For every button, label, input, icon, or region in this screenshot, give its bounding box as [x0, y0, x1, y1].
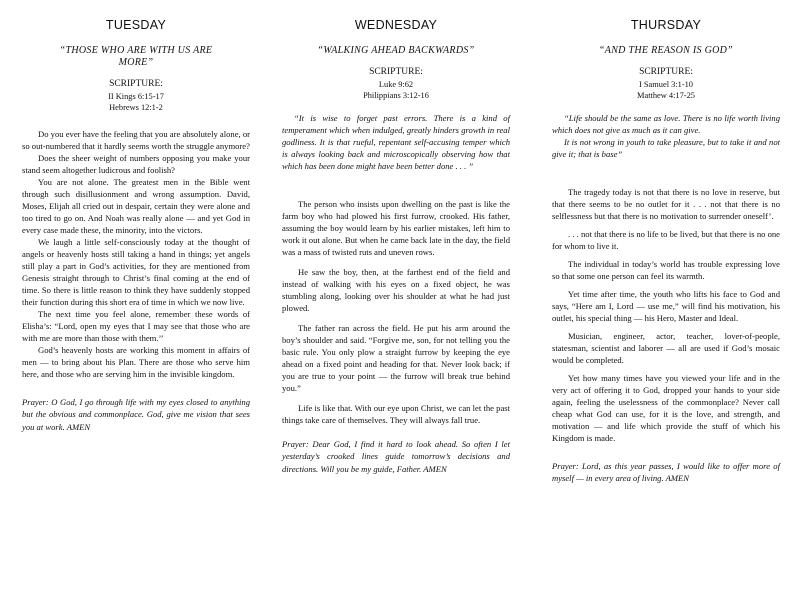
devotion-body: [22, 128, 250, 380]
scripture-ref: Luke 9:62: [378, 79, 414, 89]
body-paragraph: The tragedy today is not that there is no love in reserve, but that there seems to be no outlet for it . . . not that there is no selflessness but that there is no motivation to surrender oneself’.: [552, 186, 780, 221]
scripture-ref: Matthew 4:17-25: [637, 91, 695, 100]
prayer: Prayer: Lord, as this year passes, I would like to offer more of myself — in every area of living. AMEN: [552, 460, 780, 483]
devotion-body: [552, 186, 780, 444]
tuesday-column: [22, 18, 250, 433]
thursday-column: [552, 18, 780, 485]
body-paragraph: Do you ever have the feeling that you are absolutely alone, or so out-numbered that it hardly seems worth the struggle anymore?: [22, 128, 250, 151]
scripture-ref: Hebrews 12:1-2: [109, 103, 163, 112]
scripture-refs: [552, 79, 780, 102]
body-paragraph: We laugh a little self-consciously today at the thought of angels or heavenly hosts still taking a hand in things; yet angels still play a part in God’s activities, for they are mentioned from Genesis straight through to Christ’s final coming at the end of time. So there is little reason to think they have suddenly stopped their function during this short era of time in which we now live.: [22, 236, 250, 307]
wednesday-column: [282, 18, 510, 475]
quote-line: It is not wrong in youth to take pleasure, but to take it and not give it; that is base”: [552, 136, 780, 159]
body-paragraph: The next time you feel alone, remember these words of Elisha’s: “Lord, open my eyes that I may see that those who are with me are more than those with them.’’: [22, 308, 250, 343]
opening-quote: [552, 112, 780, 160]
scripture-ref: Philippians 3:12-16: [363, 91, 429, 100]
body-paragraph: The father ran across the field. He put his arm around the boy’s shoulder and said. “Forgive me, son, for not telling you the basic rule. You only plow a straight furrow by keeping the eye ahead on a fixed point and heading for that. Never look back; if you are true to your point — the furrow will break true behind you.”: [282, 322, 510, 393]
scripture-label: SCRIPTURE:: [639, 67, 693, 77]
prayer: Prayer: O God, I go through life with my eyes closed to anything but the obvious and commonplace. God, give me vision that sees you at work. AMEN: [22, 396, 250, 432]
scripture-refs: [22, 91, 250, 114]
body-paragraph: Yet time after time, the youth who lifts his face to God and says, “Here am I, Lord — use me,” will find his motivation, his outlet, his special thing — his Hero, Master and Ideal.: [552, 288, 780, 323]
scripture-refs: [282, 79, 510, 102]
body-paragraph: Musician, engineer, actor, teacher, lover-of-people, statesman, scientist and laborer — all are used if God’s mosaic would be completed.: [552, 330, 780, 365]
body-paragraph: He saw the boy, then, at the farthest end of the field and instead of walking with his eyes on a fixed object, he was stumbling along, looking over his shoulder at what he had just plowed.: [282, 266, 510, 313]
scripture-label: SCRIPTURE:: [369, 67, 423, 77]
devotion-title: “WALKING AHEAD BACKWARDS”: [317, 45, 475, 56]
body-paragraph: You are not alone. The greatest men in the Bible went through such disillusionment and wrong assumption. David, Moses, Elijah all cried out in despair, certain they were alone and too tired to go on. And Noah was really alone — and yet God in every case made these, the minority, into the victors.: [22, 176, 250, 235]
devotion-body: [282, 198, 510, 426]
opening-quote: “It is wise to forget past errors. There is a kind of temperament which when indulged, greatly hinders growth in real godliness. It is that rueful, repentant self-accusing temper which is always looking back and microscopically observing how that which has been done might have been better done . . . ”: [282, 112, 510, 171]
devotion-title: “THOSE WHO ARE WITH US ARE MORE”: [59, 45, 213, 68]
devotion-title: “AND THE REASON IS GOD”: [598, 45, 734, 56]
body-paragraph: The individual in today’s world has trouble expressing love so that some one person can feel its warmth.: [552, 258, 780, 281]
scripture-ref: II Kings 6:15-17: [108, 91, 164, 101]
quote-line: “Life should be the same as love. There is no life worth living which does not give as much as it can give.: [552, 112, 780, 135]
prayer: Prayer: Dear God, I find it hard to look ahead. So often I let yesterday’s crooked lines guide tomorrow’s decisions and directions. Will you be my guide, Father. AMEN: [282, 438, 510, 474]
day-heading: WEDNESDAY: [354, 18, 438, 32]
body-paragraph: Yet how many times have you viewed your life and in the very act of offering it to God, dropped your hands to your side again, feeling the uselessness of the commonplace? Never call cheap what God can use, for it is the love, and strength, and motivation — and life which provide the stuff of which his Kingdom is made.: [552, 372, 780, 443]
body-paragraph: The person who insists upon dwelling on the past is like the farm boy who had plowed his first furrow, crooked. His father, assuming the boy would learn by his earlier mistakes, left him to work it out alone. But when he came back late in the day, the field was a mass of twisted ruts and uneven rows.: [282, 198, 510, 257]
body-paragraph: Life is like that. With our eye upon Christ, we can let the past things take care of themselves. They will always fall true.: [282, 402, 510, 425]
scripture-ref: I Samuel 3:1-10: [639, 79, 693, 89]
body-paragraph: God’s heavenly hosts are working this moment in affairs of men — to bring about his Plan. There are those who serve him here, and those who are serving him in the invisible kingdom.: [22, 344, 250, 379]
scripture-label: SCRIPTURE:: [109, 79, 163, 89]
day-heading: THURSDAY: [630, 18, 702, 32]
body-paragraph: . . . not that there is no life to be lived, but that there is no one for whom to live it.: [552, 228, 780, 251]
body-paragraph: Does the sheer weight of numbers opposing you make your stand seem altogether ludicrous and foolish?: [22, 152, 250, 175]
day-heading: TUESDAY: [105, 18, 167, 32]
